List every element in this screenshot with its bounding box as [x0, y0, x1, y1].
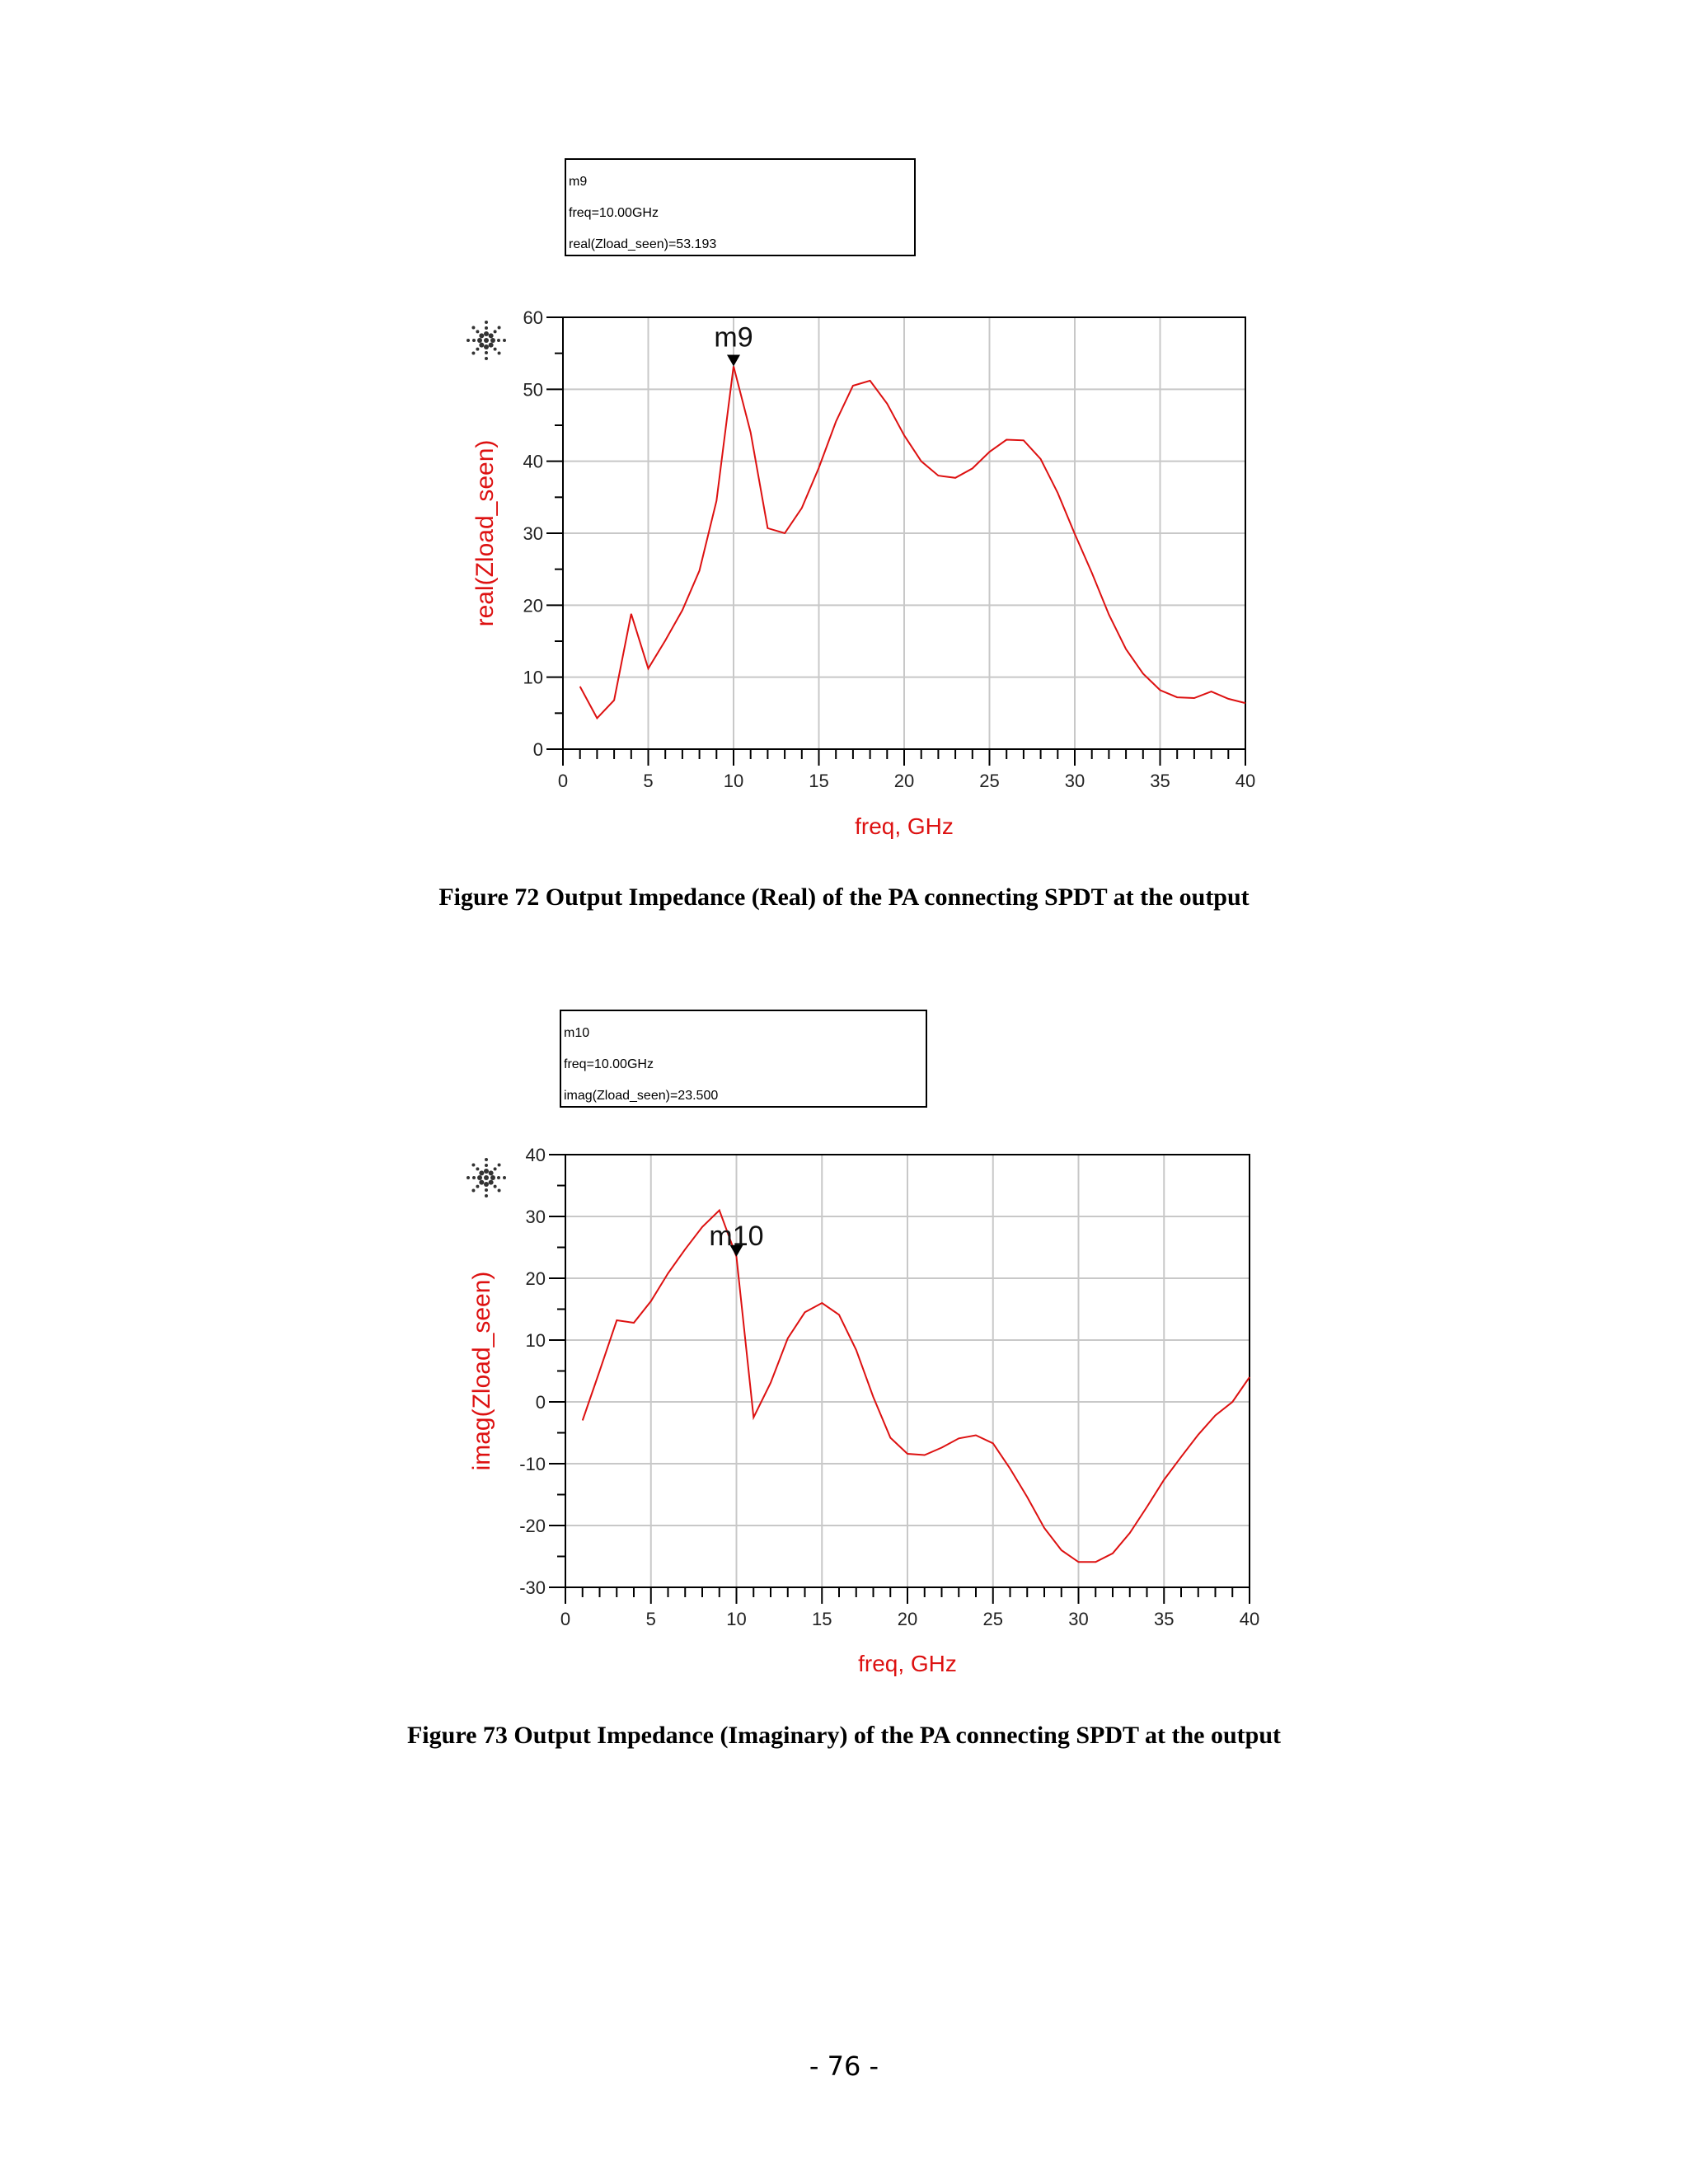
sparkle-dot [494, 348, 497, 351]
sparkle-dot [479, 343, 484, 348]
page-number: - 76 - [809, 2050, 879, 2082]
marker-label: m10 [709, 1220, 764, 1252]
sparkle-dot [485, 321, 488, 324]
x-tick-label: 0 [560, 1609, 571, 1629]
x-tick-label: 35 [1154, 1609, 1175, 1629]
sparkle-dot [503, 339, 506, 342]
sparkle-dot [471, 1189, 475, 1193]
sparkle-dot [472, 1176, 476, 1179]
sparkle-dot [494, 1185, 497, 1188]
x-tick-label: 40 [1235, 771, 1256, 791]
chart-imag-zload [0, 841, 1688, 1788]
sparkle-dot [476, 330, 479, 333]
x-axis-label: freq, GHz [855, 813, 954, 839]
y-tick-label: 40 [525, 1145, 546, 1165]
y-tick-label: 0 [535, 1392, 546, 1413]
sparkle-dot [503, 1176, 506, 1179]
x-tick-label: 40 [1239, 1609, 1260, 1629]
x-axis-label: freq, GHz [858, 1651, 957, 1676]
sparkle-dot [484, 331, 489, 336]
sparkle-dot [497, 339, 500, 342]
series-line [580, 366, 1245, 718]
sparkle-dot [498, 352, 501, 355]
sparkle-dot [479, 1170, 484, 1175]
sparkle-dot [485, 1158, 488, 1161]
x-tick-label: 5 [643, 771, 654, 791]
y-tick-label: 30 [525, 1207, 546, 1227]
figure-72 [0, 0, 1688, 931]
x-tick-label: 15 [812, 1609, 832, 1629]
sparkle-dot [485, 1188, 488, 1192]
figure-73 [0, 841, 1688, 1788]
series-line [583, 1211, 1250, 1563]
figure-73-caption: Figure 73 Output Impedance (Imaginary) of the PA connecting SPDT at the output [406, 1722, 1282, 1749]
y-tick-label: 10 [523, 667, 543, 688]
sparkle-dot [485, 357, 488, 360]
sparkle-dot [494, 330, 497, 333]
sparkle-dot [497, 1176, 500, 1179]
marker-info-line: freq=10.00GHz [564, 1057, 654, 1071]
sparkle-dot [484, 338, 489, 343]
marker-info-line: real(Zload_seen)=53.193 [569, 237, 717, 251]
sparkle-dot [494, 1167, 497, 1170]
x-tick-label: 10 [726, 1609, 747, 1629]
marker-label: m9 [714, 321, 753, 354]
sparkle-dot [485, 1194, 488, 1197]
sparkle-dot [489, 1170, 494, 1175]
sparkle-dot [476, 1185, 479, 1188]
y-axis-label: real(Zload_seen) [471, 439, 499, 627]
sparkle-dot [471, 326, 475, 329]
sparkle-dot [484, 344, 489, 349]
sparkle-dot [489, 1180, 494, 1185]
sparkle-dot [477, 338, 482, 343]
sparkle-dot [479, 333, 484, 338]
x-tick-label: 10 [723, 771, 744, 791]
y-tick-label: 20 [525, 1268, 546, 1289]
x-tick-label: 0 [557, 771, 569, 791]
x-tick-label: 20 [897, 1609, 918, 1629]
sparkle-dot [472, 339, 476, 342]
sparkle-icon [467, 1158, 506, 1197]
x-tick-label: 35 [1150, 771, 1170, 791]
x-tick-label: 15 [809, 771, 829, 791]
sparkle-dot [485, 1164, 488, 1167]
x-tick-label: 30 [1064, 771, 1085, 791]
sparkle-dot [484, 1175, 489, 1180]
chart-real-zload [0, 0, 1688, 931]
marker-info-line: m9 [569, 175, 588, 189]
x-tick-label: 20 [893, 771, 915, 791]
y-tick-label: -10 [519, 1454, 546, 1474]
sparkle-dot [477, 1175, 482, 1180]
sparkle-dot [476, 348, 479, 351]
sparkle-dot [484, 1182, 489, 1187]
sparkle-dot [467, 339, 470, 342]
sparkle-dot [467, 1176, 470, 1179]
marker-info-line: m10 [564, 1026, 590, 1040]
sparkle-dot [471, 352, 475, 355]
x-tick-label: 5 [645, 1609, 656, 1629]
y-tick-label: 0 [532, 739, 543, 760]
sparkle-dot [490, 338, 495, 343]
sparkle-dot [489, 343, 494, 348]
sparkle-dot [489, 333, 494, 338]
sparkle-dot [498, 1189, 501, 1193]
x-tick-label: 25 [979, 771, 1000, 791]
y-tick-label: 60 [523, 307, 543, 328]
sparkle-dot [476, 1167, 479, 1170]
sparkle-dot [485, 326, 488, 330]
y-tick-label: -30 [519, 1577, 546, 1598]
x-tick-label: 25 [982, 1609, 1003, 1629]
sparkle-dot [498, 326, 501, 329]
sparkle-icon [467, 321, 506, 360]
sparkle-dot [484, 1169, 489, 1174]
figure-72-caption: Figure 72 Output Impedance (Real) of the PA connecting SPDT at the output [438, 883, 1250, 911]
y-tick-label: 20 [523, 595, 543, 616]
x-tick-label: 30 [1068, 1609, 1089, 1629]
sparkle-dot [490, 1175, 495, 1180]
y-axis-label: imag(Zload_seen) [468, 1271, 495, 1471]
marker-info-line: imag(Zload_seen)=23.500 [564, 1089, 719, 1103]
y-tick-label: 50 [523, 379, 543, 401]
sparkle-dot [471, 1163, 475, 1166]
sparkle-dot [479, 1180, 484, 1185]
y-tick-label: 30 [523, 523, 543, 544]
marker-triangle [727, 354, 740, 366]
y-tick-label: 40 [523, 451, 543, 472]
y-tick-label: -20 [519, 1516, 546, 1536]
y-tick-label: 10 [525, 1330, 546, 1351]
marker-info-line: freq=10.00GHz [569, 206, 659, 220]
sparkle-dot [485, 351, 488, 354]
sparkle-dot [498, 1163, 501, 1166]
